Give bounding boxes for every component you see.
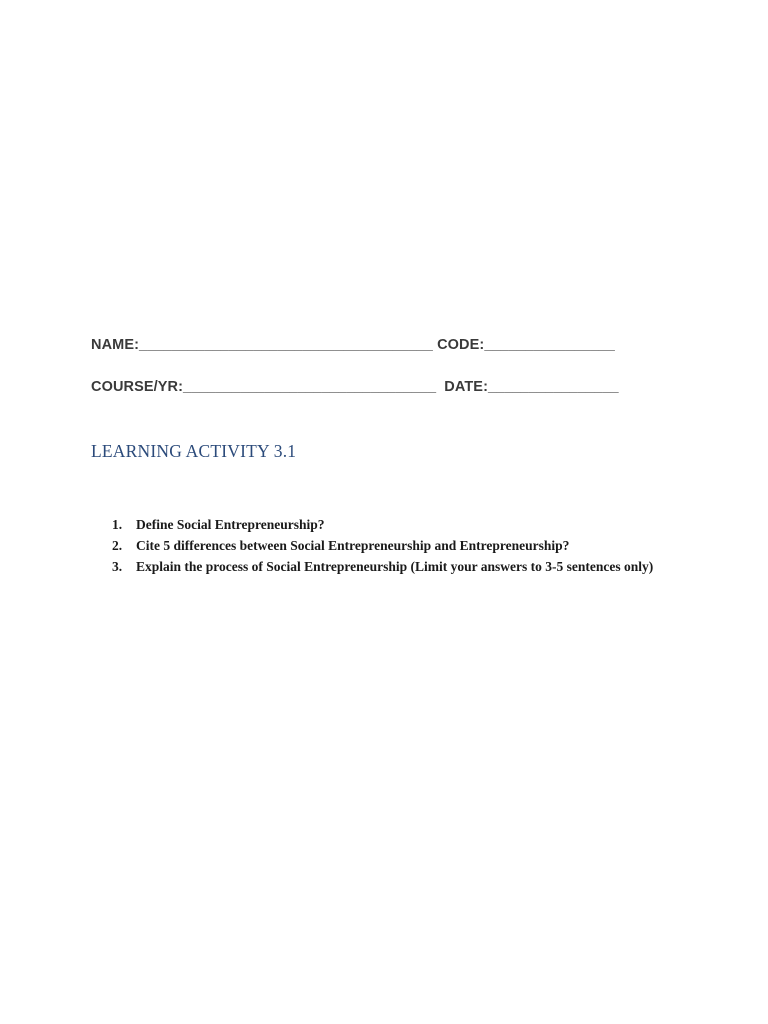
date-field: ________________: [488, 379, 619, 395]
question-item: [112, 556, 692, 577]
question-number: 2.: [112, 538, 123, 553]
activity-heading: LEARNING ACTIVITY 3.1: [91, 441, 297, 461]
question-text: Define Social Entrepreneurship?: [136, 517, 325, 532]
code-label: CODE:: [437, 337, 485, 353]
date-label: DATE:: [444, 379, 489, 395]
course-date-row: [91, 379, 619, 395]
course-yr-label: COURSE/YR:: [91, 379, 184, 395]
question-number: 1.: [112, 517, 123, 532]
course-yr-field: _______________________________: [183, 379, 437, 395]
question-item: [112, 535, 692, 556]
question-item: [112, 514, 692, 535]
name-code-row: [91, 337, 615, 353]
question-number: 3.: [112, 559, 123, 574]
name-label: NAME:: [91, 337, 140, 353]
question-list: [112, 514, 692, 577]
question-text: Cite 5 differences between Social Entrepreneurship and Entrepreneurship?: [136, 538, 570, 553]
code-field: ________________: [484, 337, 615, 353]
question-text: Explain the process of Social Entrepreneurship (Limit your answers to 3-5 sentences only): [136, 559, 654, 574]
name-field: ____________________________________: [139, 337, 433, 353]
